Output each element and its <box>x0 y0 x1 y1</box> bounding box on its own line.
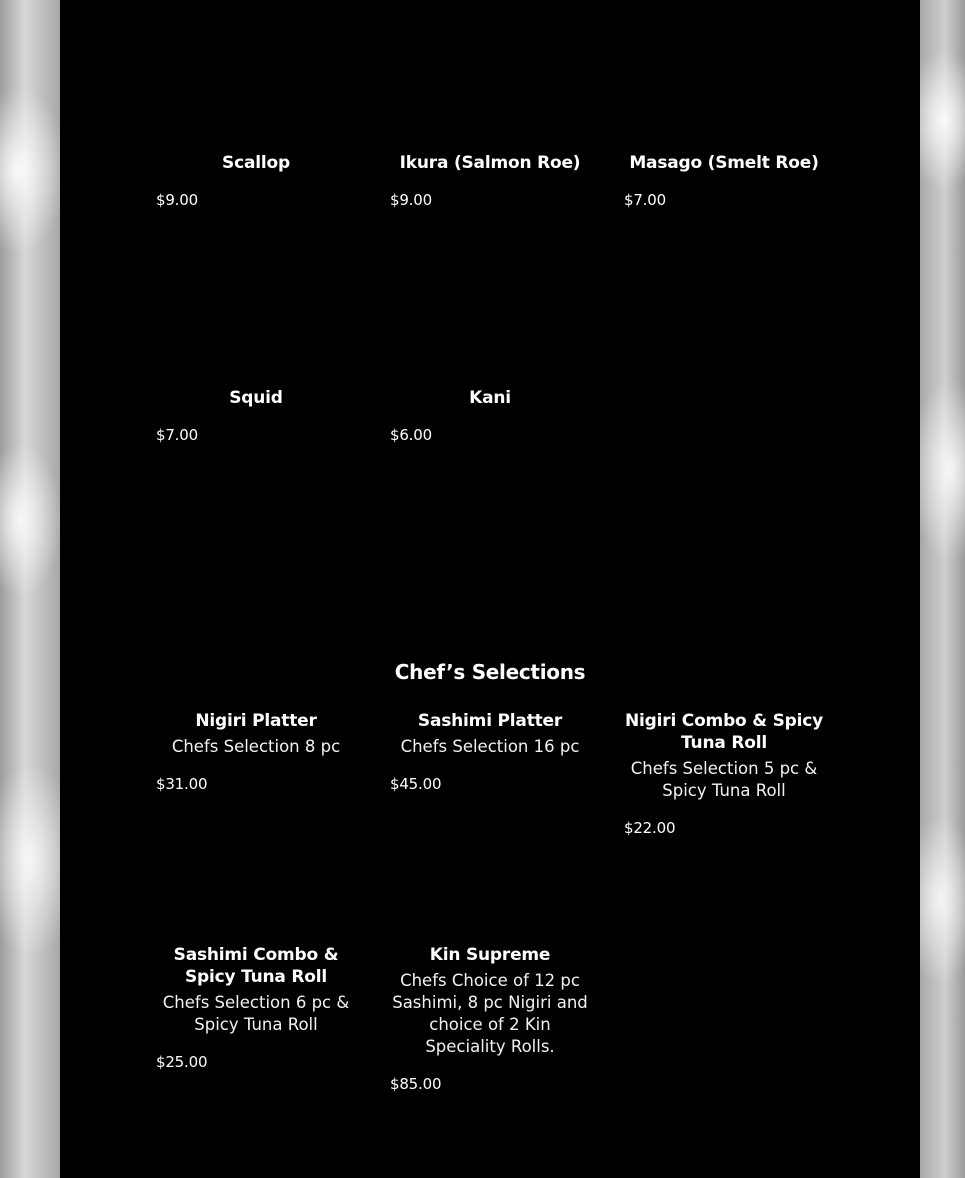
menu-item-ikura <box>390 152 590 210</box>
section-title: Chef’s Selections <box>394 660 586 684</box>
menu-item-price: $31.00 <box>156 775 208 793</box>
menu-item-name: Sashimi Combo & Spicy Tuna Roll <box>173 945 339 987</box>
menu-item-description: Chefs Choice of 12 pc Sashimi, 8 pc Nigiri and choice of 2 Kin Speciality Rolls. <box>392 971 588 1056</box>
menu-item-name: Nigiri Platter <box>195 711 317 731</box>
menu-item-price: $7.00 <box>624 191 666 209</box>
menu-item-name: Squid <box>229 388 283 408</box>
menu-item-price: $9.00 <box>156 191 198 209</box>
menu-item-nigiri-platter <box>156 710 356 794</box>
menu-item-description: Chefs Selection 16 pc <box>400 737 580 756</box>
menu-item-price: $9.00 <box>390 191 432 209</box>
menu-item-price: $25.00 <box>156 1053 208 1071</box>
menu-item-nigiri-combo <box>624 710 824 838</box>
menu-item-name: Kin Supreme <box>429 945 551 965</box>
menu-item-name: Scallop <box>222 153 290 173</box>
menu-item-sashimi-platter <box>390 710 590 794</box>
menu-item-name: Ikura (Salmon Roe) <box>399 153 581 173</box>
menu-item-description: Chefs Selection 8 pc <box>171 737 341 756</box>
menu-item-kani <box>390 387 590 445</box>
menu-item-price: $6.00 <box>390 426 432 444</box>
menu-item-name: Nigiri Combo & Spicy Tuna Roll <box>625 711 823 753</box>
menu-item-price: $7.00 <box>156 426 198 444</box>
menu-item-sashimi-combo <box>156 944 356 1072</box>
menu-item-kin-supreme <box>390 944 590 1094</box>
menu-item-masago <box>624 152 824 210</box>
menu-item-price: $22.00 <box>624 819 676 837</box>
menu-item-squid <box>156 387 356 445</box>
menu-item-scallop <box>156 152 356 210</box>
menu-item-name: Sashimi Platter <box>417 711 563 731</box>
menu-panel <box>60 0 920 1178</box>
menu-item-description: Chefs Selection 6 pc & Spicy Tuna Roll <box>162 993 350 1034</box>
menu-item-price: $85.00 <box>390 1075 442 1093</box>
menu-item-name: Masago (Smelt Roe) <box>629 153 819 173</box>
menu-item-description: Chefs Selection 5 pc & Spicy Tuna Roll <box>630 759 818 800</box>
menu-item-price: $45.00 <box>390 775 442 793</box>
menu-item-name: Kani <box>469 388 511 408</box>
